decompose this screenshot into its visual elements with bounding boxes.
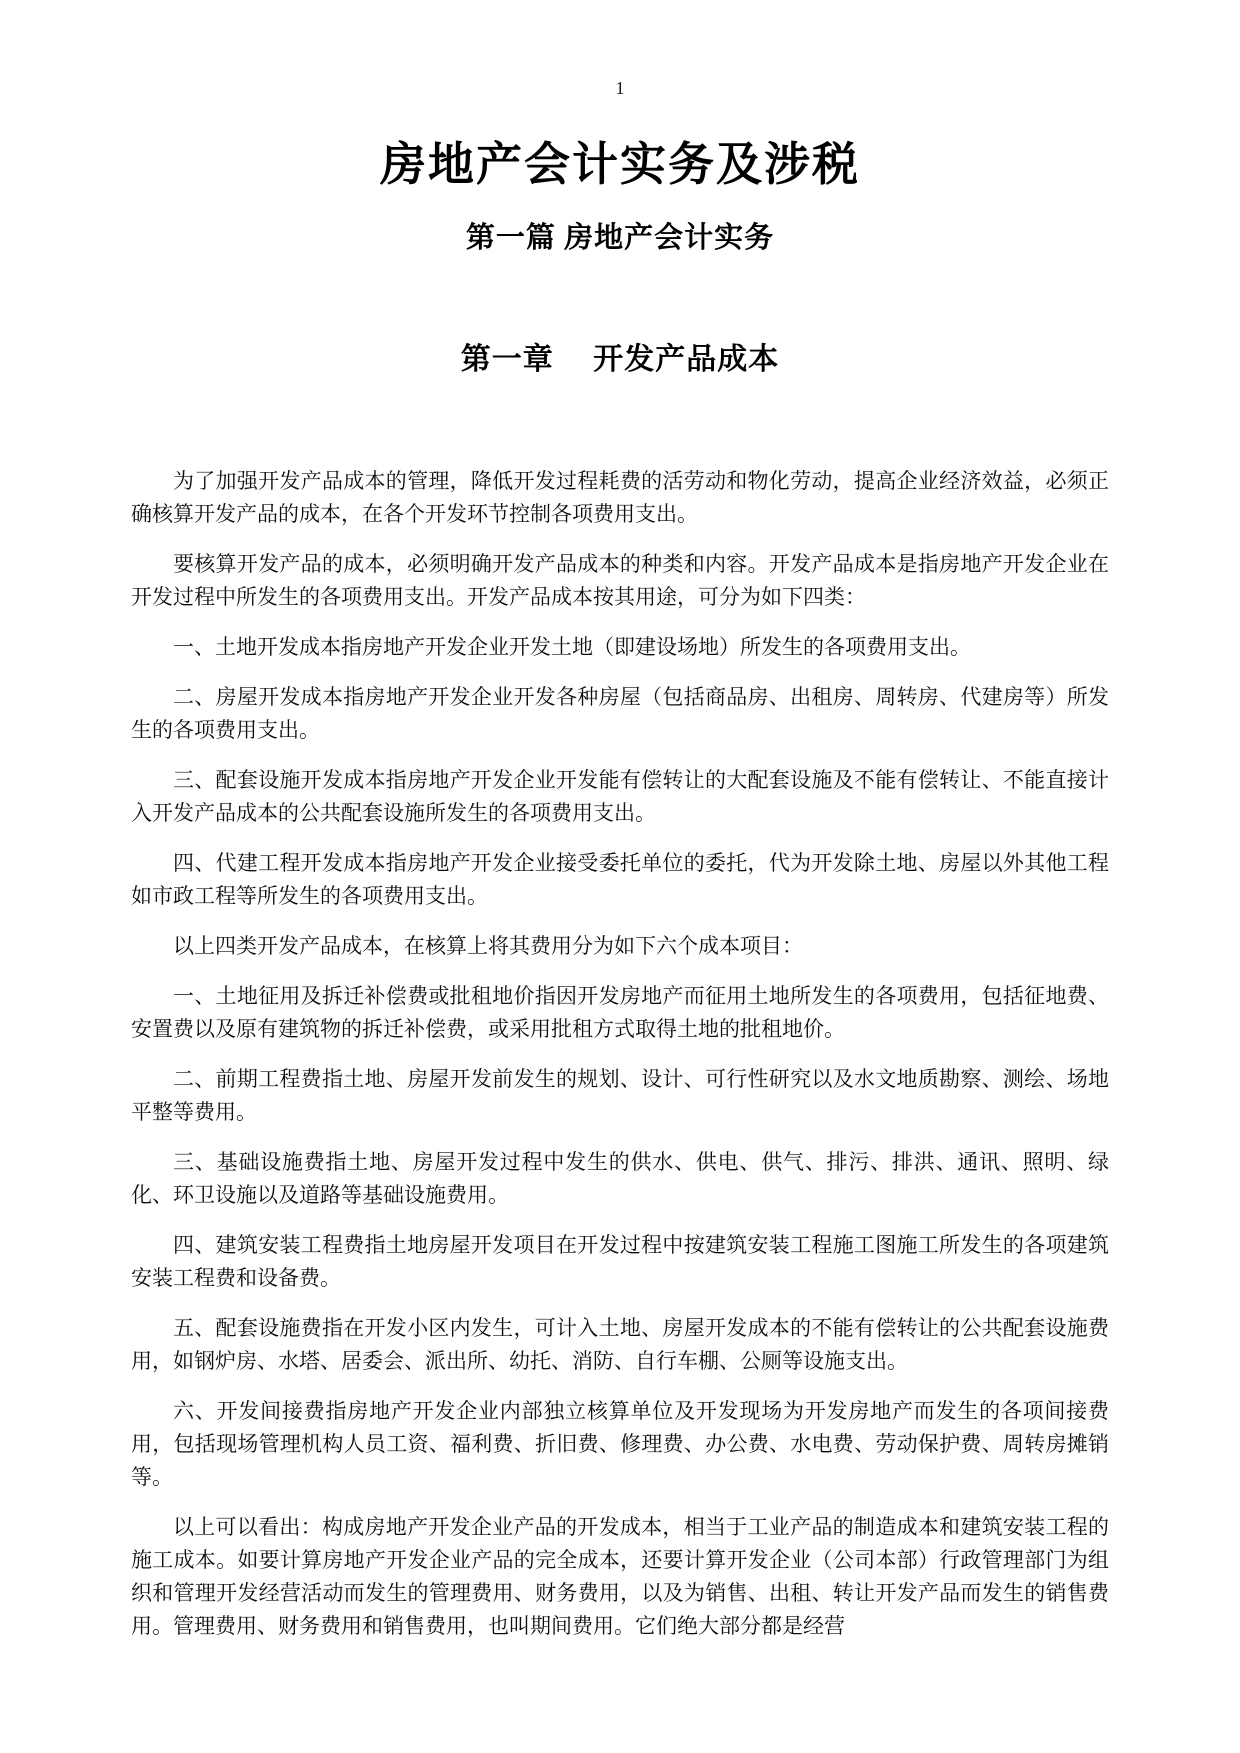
paragraph-intro-2: 要核算开发产品的成本，必须明确开发产品成本的种类和内容。开发产品成本是指房地产开发企业在开发过程中所发生的各项费用支出。开发产品成本按其用途，可分为如下四类： — [131, 552, 1109, 609]
paragraph-cost-type-3: 三、配套设施开发成本指房地产开发企业开发能有偿转让的大配套设施及不能有偿转让、不能直接计入开发产品成本的公共配套设施所发生的各项费用支出。 — [131, 768, 1109, 825]
page-number: 1 — [615, 78, 625, 98]
paragraph-cost-item-2: 二、前期工程费指土地、房屋开发前发生的规划、设计、可行性研究以及水文地质勘察、测绘、场地平整等费用。 — [131, 1067, 1109, 1124]
paragraph-intro-1: 为了加强开发产品成本的管理，降低开发过程耗费的活劳动和物化劳动，提高企业经济效益，必须正确核算开发产品的成本，在各个开发环节控制各项费用支出。 — [131, 469, 1109, 526]
paragraph-summary: 以上可以看出：构成房地产开发企业产品的开发成本，相当于工业产品的制造成本和建筑安装工程的施工成本。如要计算房地产开发企业产品的完全成本，还要计算开发企业（公司本部）行政管理部门为组织和管理开发经营活动而发生的管理费用、财务费用，以及为销售、出租、转让开发产品而发生的销售费用。管理费用、财务费用和销售费用，也叫期间费用。它们绝大部分都是经营 — [131, 1515, 1109, 1638]
paragraph-cost-item-4: 四、建筑安装工程费指土地房屋开发项目在开发过程中按建筑安装工程施工图施工所发生的各项建筑安装工程费和设备费。 — [131, 1233, 1109, 1290]
paragraph-cost-item-3: 三、基础设施费指土地、房屋开发过程中发生的供水、供电、供气、排污、排洪、通讯、照明、绿化、环卫设施以及道路等基础设施费用。 — [131, 1150, 1109, 1207]
document-title: 房地产会计实务及涉税 — [380, 139, 860, 190]
paragraph-cost-items-intro: 以上四类开发产品成本，在核算上将其费用分为如下六个成本项目： — [173, 934, 803, 958]
paragraph-cost-item-6: 六、开发间接费指房地产开发企业内部独立核算单位及开发现场为开发房地产而发生的各项间接费用，包括现场管理机构人员工资、福利费、折旧费、修理费、办公费、水电费、劳动保护费、周转房摊销等。 — [131, 1399, 1109, 1489]
document-body — [131, 465, 1109, 1643]
paragraph-cost-type-1: 一、土地开发成本指房地产开发企业开发土地（即建设场地）所发生的各项费用支出。 — [173, 635, 971, 659]
part-title: 第一篇 房地产会计实务 — [465, 222, 775, 254]
paragraph-cost-type-4: 四、代建工程开发成本指房地产开发企业接受委托单位的委托，代为开发除土地、房屋以外其他工程如市政工程等所发生的各项费用支出。 — [131, 851, 1109, 908]
chapter-title: 第一章 开发产品成本 — [460, 343, 780, 376]
paragraph-cost-item-1: 一、土地征用及拆迁补偿费或批租地价指因开发房地产而征用土地所发生的各项费用，包括征地费、安置费以及原有建筑物的拆迁补偿费，或采用批租方式取得土地的批租地价。 — [131, 984, 1109, 1041]
paragraph-cost-item-5: 五、配套设施费指在开发小区内发生，可计入土地、房屋开发成本的不能有偿转让的公共配套设施费用，如钢炉房、水塔、居委会、派出所、幼托、消防、自行车棚、公厕等设施支出。 — [131, 1316, 1109, 1373]
paragraph-cost-type-2: 二、房屋开发成本指房地产开发企业开发各种房屋（包括商品房、出租房、周转房、代建房等）所发生的各项费用支出。 — [131, 685, 1109, 742]
